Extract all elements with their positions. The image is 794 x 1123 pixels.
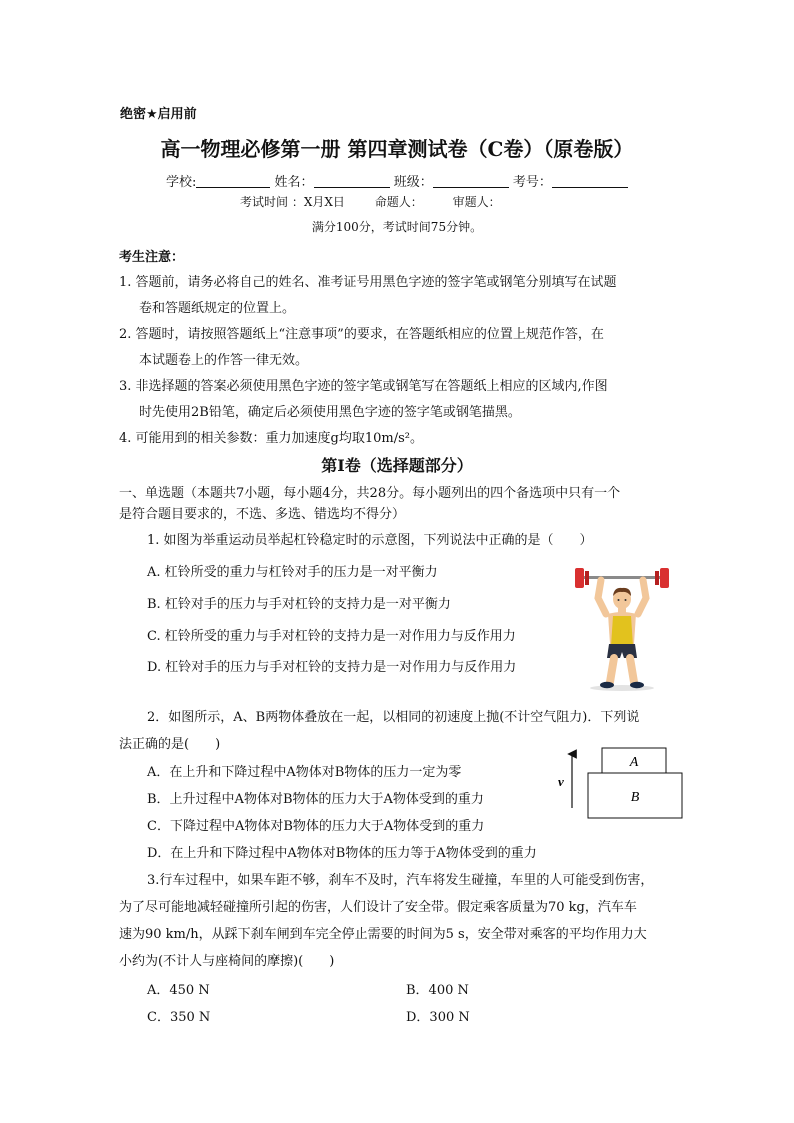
note-line: 3. 非选择题的答案必须使用黑色字迹的签字笔或钢笔写在答题纸上相应的区域内,作图 <box>119 379 608 394</box>
note-line: 2. 答题时，请按照答题纸上“注意事项”的要求，在答题纸相应的位置上规范作答，在 <box>119 327 604 342</box>
exam-time: 考试时间 ：X月X日 <box>240 195 345 209</box>
q2-option: A．在上升和下降过程中A物体对B物体的压力一定为零 <box>147 765 462 780</box>
q1-option: D. 杠铃对手的压力与手对杠铃的支持力是一对作用力与反作用力 <box>147 660 517 675</box>
q3-stem: 速为90 km/h，从踩下刹车闸到车完全停止需要的时间为5 s，安全带对乘客的平均作用力大 <box>119 927 647 942</box>
note-line: 本试题卷上的作答一律无效。 <box>139 353 309 368</box>
part-instructions: 是符合题目要求的，不选、多选、错选均不得分） <box>119 507 406 522</box>
q3-option: C．350 N <box>147 1010 211 1025</box>
q2-option: C．下降过程中A物体对B物体的压力大于A物体受到的重力 <box>147 819 485 834</box>
number-blank <box>552 174 628 188</box>
q2-option: B．上升过程中A物体对B物体的压力大于A物体受到的重力 <box>147 792 484 807</box>
section-title: 第Ⅰ卷（选择题部分） <box>321 456 473 475</box>
weightlifter-figure <box>572 560 672 692</box>
q1-stem: 1. 如图为举重运动员举起杠铃稳定时的示意图，下列说法中正确的是（ ） <box>147 533 593 548</box>
school-label: 学校: <box>166 175 197 190</box>
exam-meta <box>240 193 527 210</box>
q2-stem: 2．如图所示，A、B两物体叠放在一起，以相同的初速度上抛(不计空气阻力)．下列说 <box>147 710 640 725</box>
q3-stem: 为了尽可能地减轻碰撞所引起的伤害，人们设计了安全带。假定乘客质量为70 kg，汽车车 <box>119 900 637 915</box>
q3-option: A．450 N <box>147 983 210 998</box>
q3-option: B．400 N <box>406 983 469 998</box>
q3-option: D．300 N <box>406 1010 470 1025</box>
stacked-blocks-figure <box>552 742 687 824</box>
name-label: 姓名： <box>274 175 314 190</box>
part-instructions: 一、单选题（本题共7小题，每小题4分，共28分。每小题列出的四个备选项中只有一个 <box>119 486 621 501</box>
velocity-label: v <box>558 774 564 789</box>
block-b-label: B <box>630 790 640 805</box>
score-info: 满分100分，考试时间75分钟。 <box>311 220 483 234</box>
name-blank <box>314 174 390 188</box>
q1-option: C. 杠铃所受的重力与手对杠铃的支持力是一对作用力与反作用力 <box>147 629 516 644</box>
q1-option: B. 杠铃对手的压力与手对杠铃的支持力是一对平衡力 <box>147 597 451 612</box>
notes-heading: 考生注意： <box>119 250 185 265</box>
note-line: 卷和答题纸规定的位置上。 <box>139 301 296 316</box>
exam-reviewer: 审题人： <box>452 195 501 209</box>
school-blank <box>196 174 270 188</box>
student-info-line <box>166 171 628 190</box>
note-line: 时先使用2B铅笔，确定后必须使用黑色字迹的签字笔或钢笔描黑。 <box>139 405 521 420</box>
note-line: 1. 答题前，请务必将自己的姓名、准考证号用黑色字迹的签字笔或钢笔分别填写在试题 <box>119 275 617 290</box>
secret-label: 绝密★启用前 <box>120 107 197 122</box>
q2-stem: 法正确的是( ) <box>119 737 221 752</box>
q3-stem: 小约为(不计人与座椅间的摩擦)( ) <box>119 954 335 969</box>
block-a-label: A <box>629 755 639 770</box>
note-line: 4. 可能用到的相关参数：重力加速度g均取10m/s²。 <box>119 431 423 446</box>
q1-option: A. 杠铃所受的重力与杠铃对手的压力是一对平衡力 <box>147 565 438 580</box>
page-title: 高一物理必修第一册 第四章测试卷（C卷）（原卷版） <box>160 137 634 161</box>
q2-option: D．在上升和下降过程中A物体对B物体的压力等于A物体受到的重力 <box>147 846 537 861</box>
class-label: 班级： <box>393 175 433 190</box>
class-blank <box>433 174 509 188</box>
q3-stem: 3.行车过程中，如果车距不够，刹车不及时，汽车将发生碰撞，车里的人可能受到伤害， <box>147 873 654 888</box>
number-label: 考号： <box>512 175 552 190</box>
exam-author: 命题人： <box>374 195 423 209</box>
